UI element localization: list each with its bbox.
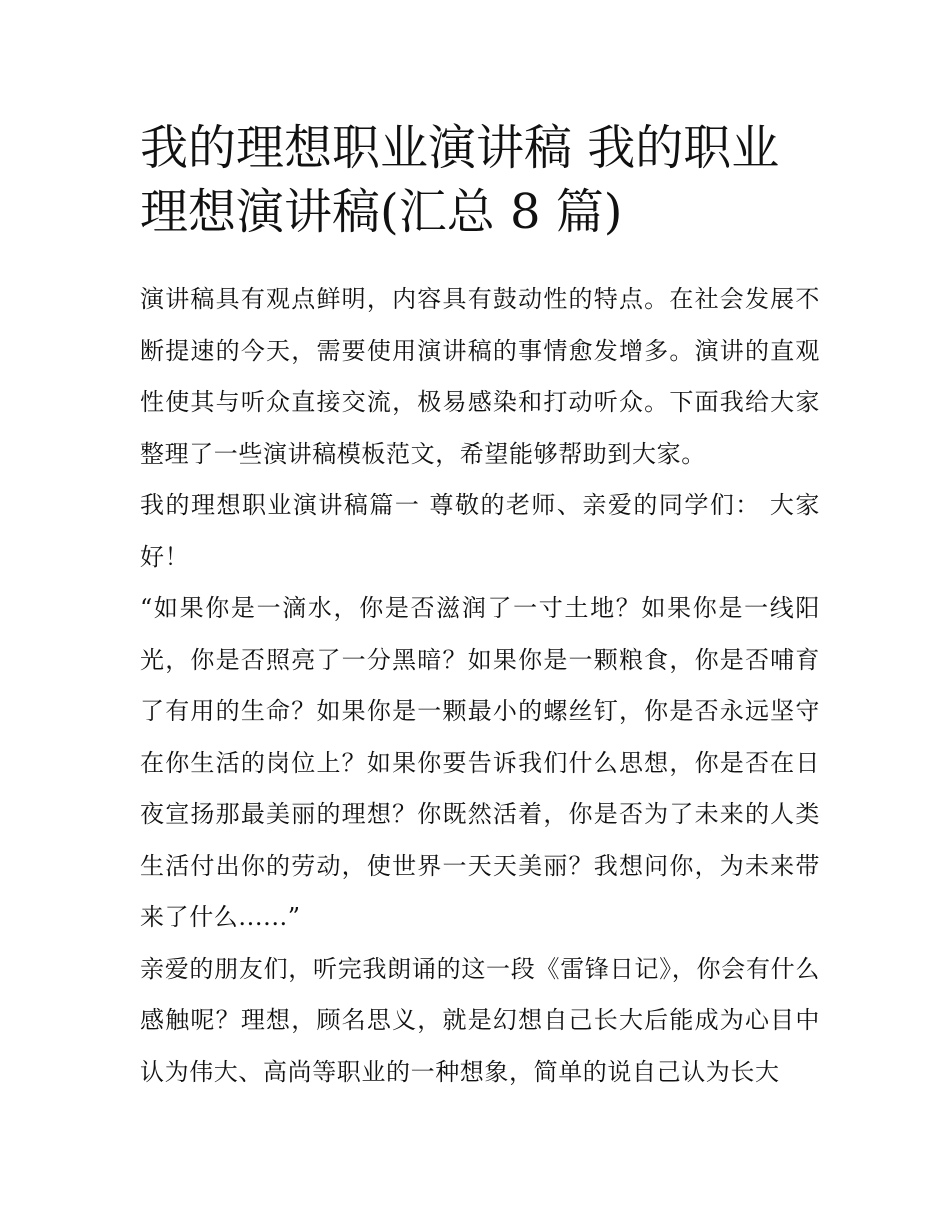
paragraph-greeting: 我的理想职业演讲稿篇一 尊敬的老师、亲爱的同学们： 大家好！ (140, 491, 820, 571)
document-title: 我的理想职业演讲稿 我的职业理想演讲稿(汇总 8 篇) (140, 120, 780, 240)
paragraph-quote: “如果你是一滴水，你是否滋润了一寸土地？如果你是一线阳光，你是否照亮了一分黑暗？如果你是一颗粮食，你是否哺育了有用的生命？如果你是一颗最小的螺丝钉，你是否永远坚守在你生活的岗位上？如果你要告诉我们什么思想，你是否在日夜宣扬那最美丽的理想？你既然活着，你是否为了未来的人类生活付出你的劳动，使世界一天天美丽？我想问你，为未来带来了什么......” (140, 594, 820, 931)
paragraph-intro: 演讲稿具有观点鲜明，内容具有鼓动性的特点。在社会发展不断提速的今天，需要使用演讲稿的事情愈发增多。演讲的直观性使其与听众直接交流，极易感染和打动听众。下面我给大家整理了一些演讲稿模板范文，希望能够帮助到大家。 (140, 285, 820, 468)
document-body (140, 274, 820, 1098)
paragraph-reflection: 亲爱的朋友们，听完我朗诵的这一段《雷锋日记》，你会有什么感触呢？理想，顾名思义，就是幻想自己长大后能成为心目中认为伟大、高尚等职业的一种想象，简单的说自己认为长大 (140, 954, 820, 1086)
